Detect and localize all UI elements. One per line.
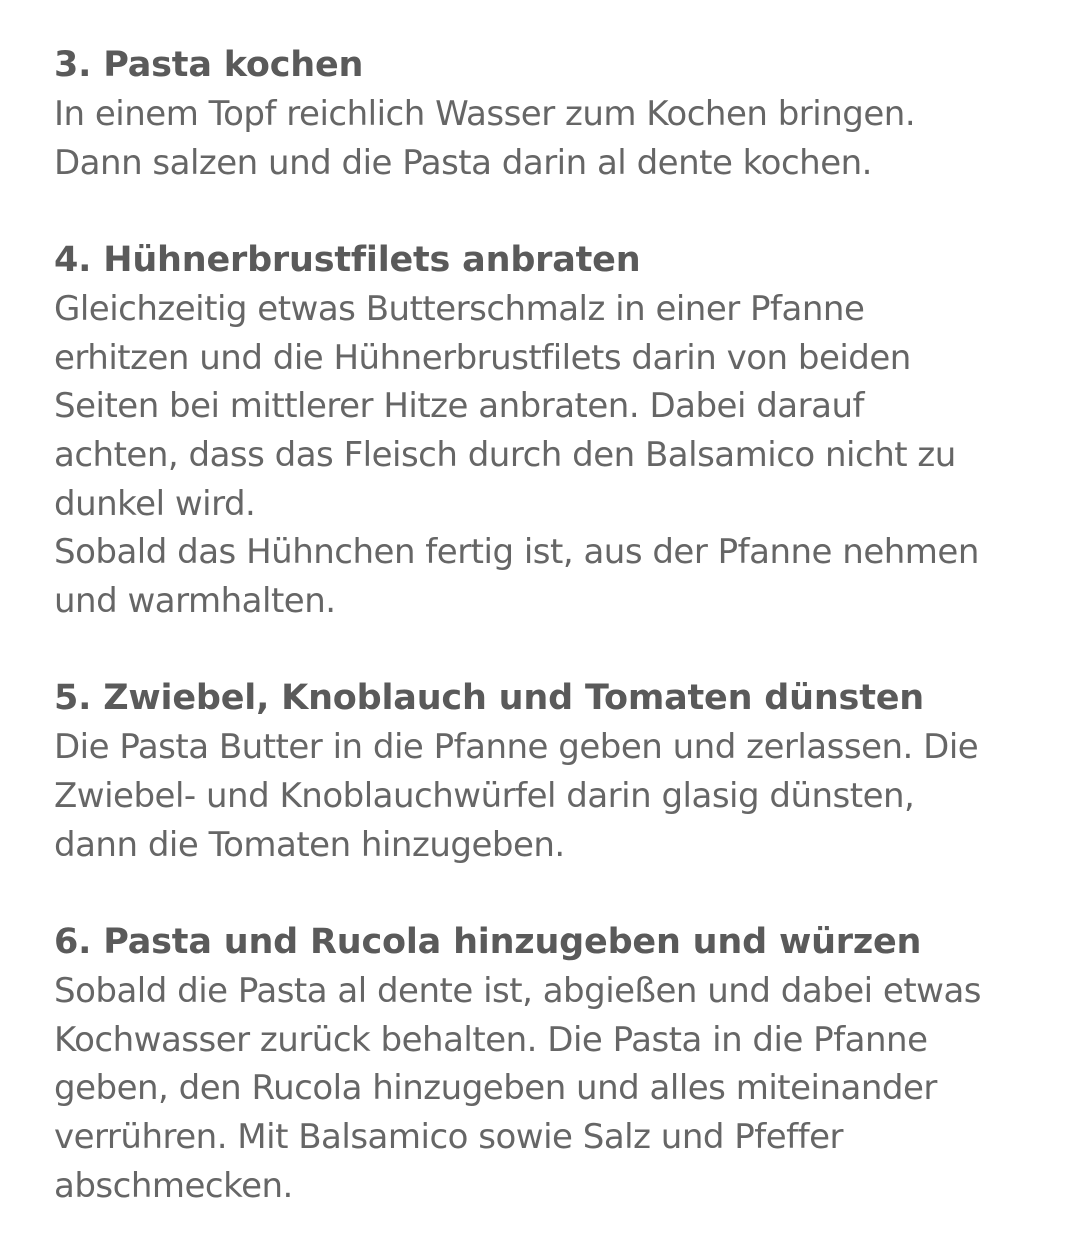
- step-title: 6. Pasta und Rucola hinzugeben und würzen: [54, 922, 922, 963]
- step-text: In einem Topf reichlich Wasser zum Kochen bringen. Dann salzen und die Pasta darin al dente kochen.: [54, 94, 916, 183]
- step-3: [54, 40, 1054, 187]
- step-6: [54, 917, 1054, 1210]
- step-title: 5. Zwiebel, Knoblauch und Tomaten dünsten: [54, 678, 924, 719]
- step-title: 4. Hühnerbrustfilets anbraten: [54, 240, 641, 281]
- recipe-instructions: [54, 40, 1054, 1258]
- step-5: [54, 673, 1054, 869]
- step-text: Die Pasta Butter in die Pfanne geben und zerlassen. Die Zwiebel- und Knoblauchwürfel darin glasig dünsten, dann die Tomaten hinzugeben.: [54, 727, 979, 865]
- step-4: [54, 235, 1054, 625]
- step-text: Gleichzeitig etwas Butterschmalz in einer Pfanne erhitzen und die Hühnerbrustfilets darin von beiden Seiten bei mittlerer Hitze anbraten. Dabei darauf achten, dass das Fleisch durch den Balsamico nicht zu dunkel wird. Sobald das Hühnchen fertig ist, aus der Pfanne nehmen und warmhalten.: [54, 289, 979, 621]
- step-text: Sobald die Pasta al dente ist, abgießen und dabei etwas Kochwasser zurück behalten. Die Pasta in die Pfanne geben, den Rucola hinzugeben und alles miteinander verrühren. Mit Balsamico sowie Salz und Pfeffer abschmecken.: [54, 971, 982, 1206]
- step-title: 3. Pasta kochen: [54, 45, 364, 85]
